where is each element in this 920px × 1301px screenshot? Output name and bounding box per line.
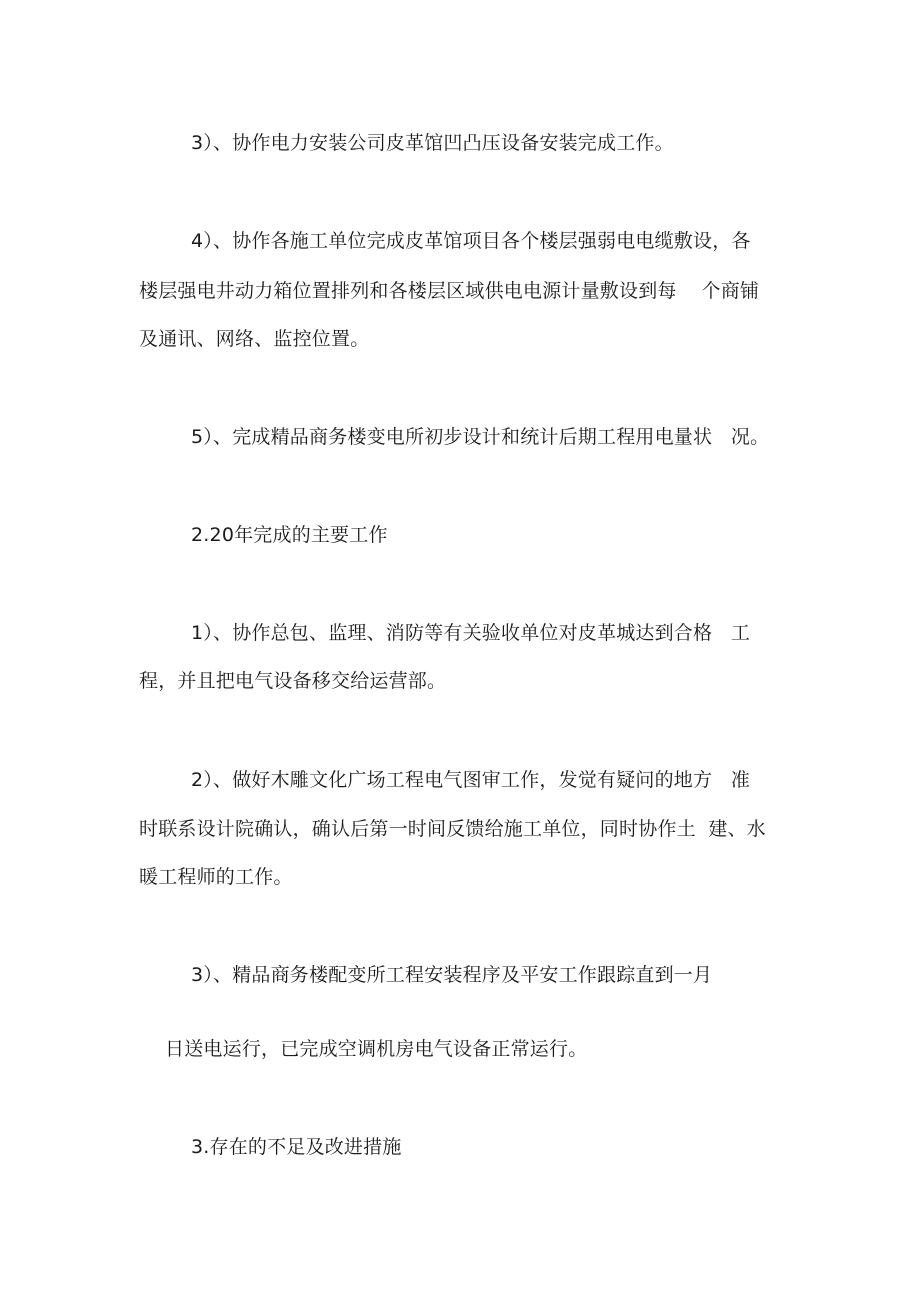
item-2-line-1: 2）、做好木雕文化广场工程电气图审工作，发觉有疑问的地方 准 — [191, 769, 751, 791]
item-1-line-2: 程，并且把电气设备移交给运营部。 — [139, 670, 447, 692]
paragraph-5-line-1: 5）、完成精品商务楼变电所初步设计和统计后期工程用电量状 况。 — [191, 426, 770, 448]
item-1-line-1: 1）、协作总包、监理、消防等有关验收单位对皮革城达到合格 工 — [191, 622, 751, 644]
section-heading-2: 2.20年完成的主要工作 — [191, 524, 388, 546]
item-2-line-3: 暖工程师的工作。 — [139, 866, 293, 888]
paragraph-3-line-1: 3）、协作电力安装公司皮革馆凹凸压设备安装完成工作。 — [191, 132, 674, 154]
paragraph-4-line-2: 楼层强电井动力箱位置排列和各楼层区域供电电源计量敷设到每 个商铺 — [139, 280, 760, 302]
section-heading-3: 3.存在的不足及改进措施 — [191, 1136, 402, 1158]
item-3-line-2: 日送电运行，已完成空调机房电气设备正常运行。 — [165, 1038, 588, 1060]
paragraph-4-line-1: 4）、协作各施工单位完成皮革馆项目各个楼层强弱电电缆敷设，各 — [191, 230, 751, 252]
item-3-line-1: 3）、精品商务楼配变所工程安装程序及平安工作跟踪直到一月 — [191, 964, 713, 986]
paragraph-4-line-3: 及通讯、网络、监控位置。 — [139, 328, 370, 350]
item-2-line-2: 时联系设计院确认，确认后第一时间反馈给施工单位，同时协作土 建、水 — [139, 818, 766, 840]
